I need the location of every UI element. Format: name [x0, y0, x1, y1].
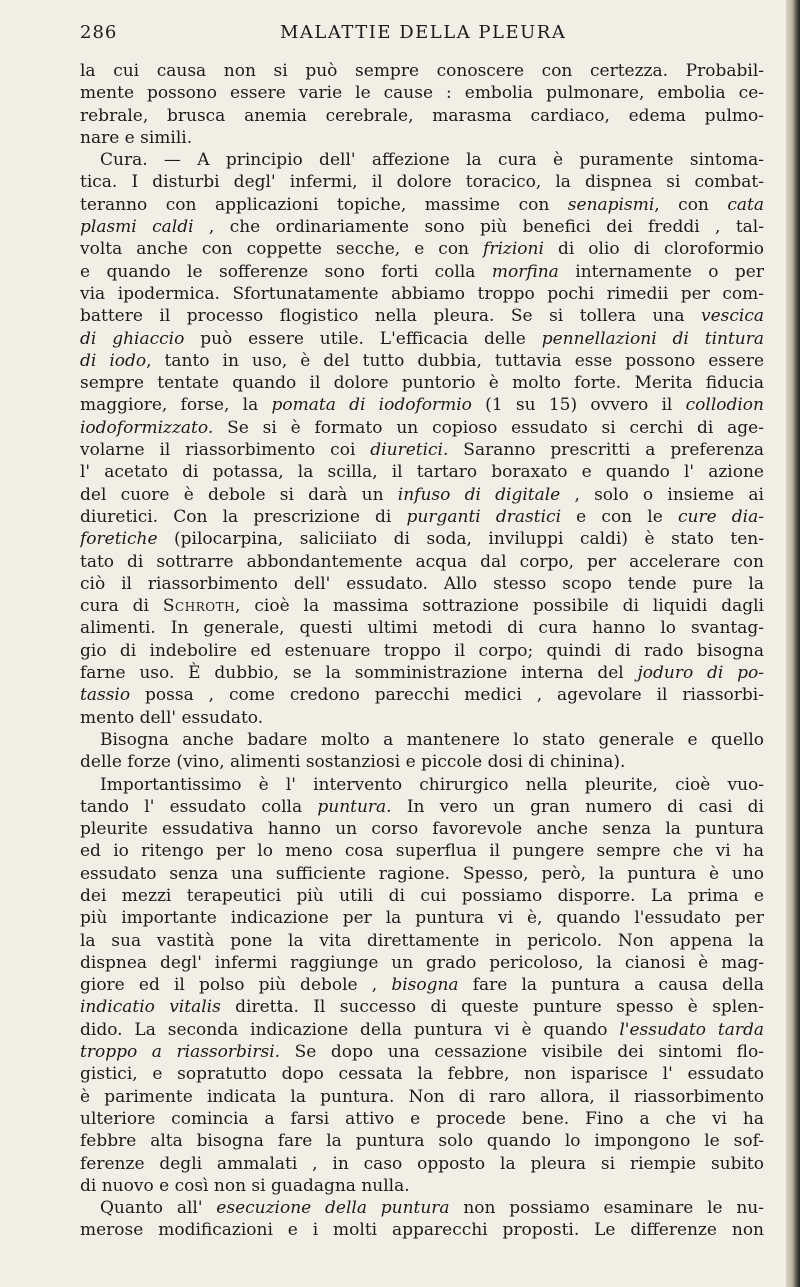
text-line — [80, 1219, 764, 1241]
text-run: via ipodermica. Sfortunatamente abbiamo troppo pochi rimedii per com- — [80, 283, 764, 304]
text-run: tato di sottrarre abbondantemente acqua dal corpo, per accelerare con — [80, 551, 764, 572]
text-line — [80, 1108, 764, 1130]
text-run: ed io ritengo per lo meno cosa superflua il pungere sempre che vi ha — [80, 841, 764, 862]
text-run: Cura. — A principio dell' affezione la cura è puramente sintoma- — [100, 150, 764, 171]
text-line — [80, 127, 764, 149]
text-run: merose modificazioni e i molti apparecchi proposti. Le differenze non — [80, 1220, 764, 1241]
text-run: volarne il riassorbimento coi — [80, 440, 371, 461]
text-run: alimenti. In generale, questi ultimi metodi di cura hanno lo svantag- — [80, 618, 764, 639]
text-line — [80, 194, 764, 216]
italic-text: indicatio vitalis — [80, 997, 221, 1018]
text-line — [80, 1063, 764, 1085]
text-line — [80, 261, 764, 283]
italic-text: troppo a riassorbirsi. — [80, 1042, 281, 1063]
text-line — [80, 707, 764, 729]
italic-text: cata — [727, 194, 764, 215]
italic-text: esecuzione della puntura — [216, 1198, 450, 1219]
text-line — [80, 1019, 764, 1041]
italic-text: collodion — [685, 395, 764, 416]
text-line — [80, 974, 764, 996]
text-run: (1 su 15) ovvero il — [471, 395, 686, 416]
text-line — [80, 617, 764, 639]
text-line — [80, 996, 764, 1018]
italic-text: iodoformizzato. — [80, 417, 214, 438]
text-run: , solo o insieme ai — [560, 484, 764, 505]
italic-text: puntura. — [317, 796, 392, 817]
text-line — [80, 1041, 764, 1063]
text-run: possa , come credono parecchi medici , agevolare il riassorbi- — [130, 685, 764, 706]
text-line — [80, 952, 764, 974]
text-run: , che ordinariamente sono più benefici dei freddi , tal- — [193, 217, 764, 238]
italic-text: pennellazioni di tintura — [541, 328, 764, 349]
italic-text: frizioni — [483, 239, 544, 260]
text-run: tica. I disturbi degl' infermi, il dolore toracico, la dispnea si combat- — [80, 172, 764, 193]
text-run: mento dell' essudato. — [80, 707, 264, 728]
text-run: diretta. Il successo di queste punture spesso è splen- — [220, 997, 764, 1018]
text-run: Bisogna anche badare molto a mantenere lo stato generale e quello — [100, 729, 764, 750]
text-line — [80, 484, 764, 506]
text-line — [80, 774, 764, 796]
text-line — [80, 1153, 764, 1175]
text-run: e quando le sofferenze sono forti colla — [80, 261, 492, 282]
text-run: Saranno prescritti a preferenza — [448, 440, 764, 461]
text-line — [80, 1130, 764, 1152]
text-line — [80, 751, 764, 773]
text-run: dei mezzi terapeutici più utili di cui possiamo disporre. La prima e — [80, 885, 764, 906]
text-run: la cui causa non si può sempre conoscere con certezza. Probabil- — [80, 61, 764, 81]
text-line — [80, 171, 764, 193]
text-run: febbre alta bisogna fare la puntura solo quando lo impongono le sof- — [80, 1131, 764, 1152]
text-line — [80, 417, 764, 439]
text-line — [80, 238, 764, 260]
text-line — [80, 394, 764, 416]
text-line — [80, 662, 764, 684]
italic-text: morfina — [491, 261, 559, 282]
small-caps-text: Schroth — [162, 596, 236, 617]
text-line — [80, 506, 764, 528]
text-run: Se si è formato un copioso essudato si cerchi di age- — [213, 417, 764, 438]
text-run: battere il processo flogistico nella pleura. Se si tollera una — [80, 306, 701, 327]
page-edge — [786, 0, 800, 1287]
body-text — [80, 60, 764, 1242]
text-line — [80, 305, 764, 327]
text-run: farne uso. È dubbio, se la somministrazione interna del — [80, 663, 638, 684]
text-run: di olio di cloroformio — [543, 239, 764, 260]
italic-text: vescica — [700, 306, 764, 327]
text-run: sempre tentate quando il dolore puntorio è molto forte. Merita fiducia — [80, 373, 764, 394]
text-run: internamente o per — [558, 261, 764, 282]
text-line — [80, 372, 764, 394]
text-run: l' acetato di potassa, la scilla, il tartaro boraxato e quando l' azione — [80, 462, 764, 483]
text-line — [80, 149, 764, 171]
text-run: gistici, e sopratutto dopo cessata la febbre, non isparisce l' essudato — [80, 1064, 764, 1085]
italic-text: plasmi caldi — [80, 217, 194, 238]
text-line — [80, 573, 764, 595]
text-run: dido. La seconda indicazione della puntura vi è quando — [80, 1019, 620, 1040]
text-run: fare la puntura a causa della — [458, 975, 764, 996]
text-run: e con le — [561, 506, 678, 527]
text-run: di nuovo e così non si guadagna nulla. — [80, 1175, 410, 1196]
text-line — [80, 105, 764, 127]
italic-text: tassio — [80, 685, 131, 706]
text-line — [80, 283, 764, 305]
text-run: Importantissimo è l' intervento chirurgico nella pleurite, cioè vuo- — [100, 774, 764, 795]
text-run: cura di — [80, 596, 163, 617]
text-line — [80, 684, 764, 706]
text-line — [80, 551, 764, 573]
text-run: Se dopo una cessazione visibile dei sintomi flo- — [280, 1042, 764, 1063]
text-run: dispnea degl' infermi raggiunge un grado pericoloso, la cianosi è mag- — [80, 952, 764, 973]
italic-text: joduro di po- — [637, 663, 764, 684]
text-line — [80, 1175, 764, 1197]
text-line — [80, 818, 764, 840]
text-run: gio di indebolire ed estenuare troppo il corpo; quindi di rado bisogna — [80, 640, 764, 661]
text-line — [80, 528, 764, 550]
text-line — [80, 328, 764, 350]
text-run: tando l' essudato colla — [80, 796, 318, 817]
text-line — [80, 863, 764, 885]
text-run: volta anche con coppette secche, e con — [80, 239, 484, 260]
text-line — [80, 885, 764, 907]
text-run: più importante indicazione per la puntura vi è, quando l'essudato per — [80, 908, 764, 929]
text-run: pleurite essudativa hanno un corso favorevole anche senza la puntura — [80, 819, 764, 840]
text-run: , cioè la massima sottrazione possibile di liquidi dagli — [235, 596, 764, 617]
text-line — [80, 216, 764, 238]
italic-text: pomata di iodoformio — [271, 395, 472, 416]
italic-text: purganti drastici — [406, 506, 562, 527]
text-run: ulteriore comincia a farsi attivo e procede bene. Fino a che vi ha — [80, 1108, 764, 1129]
text-run: maggiore, forse, la — [80, 395, 272, 416]
text-run: teranno con applicazioni topiche, massime con — [80, 194, 568, 215]
text-run: non possiamo esaminare le nu- — [449, 1198, 764, 1219]
text-run: rebrale, brusca anemia cerebrale, marasma cardiaco, edema pulmo- — [80, 105, 764, 126]
italic-text: cure dia- — [677, 506, 764, 527]
text-run: diuretici. Con la prescrizione di — [80, 506, 407, 527]
text-run: ciò il riassorbimento dell' essudato. Allo stesso scopo tende pure la — [80, 573, 764, 594]
italic-text: foretiche — [80, 529, 158, 550]
text-line — [80, 796, 764, 818]
text-line — [80, 461, 764, 483]
italic-text: l'essudato tarda — [619, 1019, 764, 1040]
text-run: Quanto all' — [100, 1198, 217, 1219]
text-run: mente possono essere varie le cause : embolia pulmonare, embolia ce- — [80, 83, 764, 104]
running-header — [66, 22, 760, 46]
text-line — [80, 82, 764, 104]
text-line — [80, 1086, 764, 1108]
text-run: la sua vastità pone la vita direttamente in pericolo. Non appena la — [80, 930, 764, 951]
text-line — [80, 930, 764, 952]
text-run: del cuore è debole si darà un — [80, 484, 398, 505]
text-line — [80, 840, 764, 862]
italic-text: di iodo — [80, 350, 147, 371]
text-run: , tanto in uso, è del tutto dubbia, tuttavia esse possono essere — [146, 350, 764, 371]
text-line — [80, 595, 764, 617]
italic-text: bisogna — [391, 975, 459, 996]
text-line — [80, 907, 764, 929]
text-run: ferenze degli ammalati , in caso opposto la pleura si riempie subito — [80, 1153, 764, 1174]
text-run: nare e simili. — [80, 127, 193, 148]
italic-text: infuso di digitale — [397, 484, 561, 505]
italic-text: senapismi — [567, 194, 655, 215]
text-run: , con — [654, 194, 728, 215]
text-run: essudato senza una sufficiente ragione. Spesso, però, la puntura è uno — [80, 863, 764, 884]
text-run: è parimente indicata la puntura. Non di raro allora, il riassorbimento — [80, 1086, 764, 1107]
text-line — [80, 60, 764, 82]
text-line — [80, 1197, 764, 1219]
text-line — [80, 350, 764, 372]
text-run: In vero un gran numero di casi di — [391, 796, 764, 817]
text-line — [80, 640, 764, 662]
text-line — [80, 729, 764, 751]
page-number: 286 — [80, 22, 118, 43]
running-title: MALATTIE DELLA PLEURA — [280, 22, 567, 43]
text-line — [80, 439, 764, 461]
text-run: (pilocarpina, saliciiato di soda, inviluppi caldi) è stato ten- — [157, 529, 764, 550]
text-run: può essere utile. L'efficacia delle — [184, 328, 542, 349]
text-run: giore ed il polso più debole , — [80, 975, 392, 996]
italic-text: di ghiaccio — [80, 328, 185, 349]
italic-text: diuretici. — [370, 440, 449, 461]
text-run: delle forze (vino, alimenti sostanziosi e piccole dosi di chinina). — [80, 752, 626, 773]
